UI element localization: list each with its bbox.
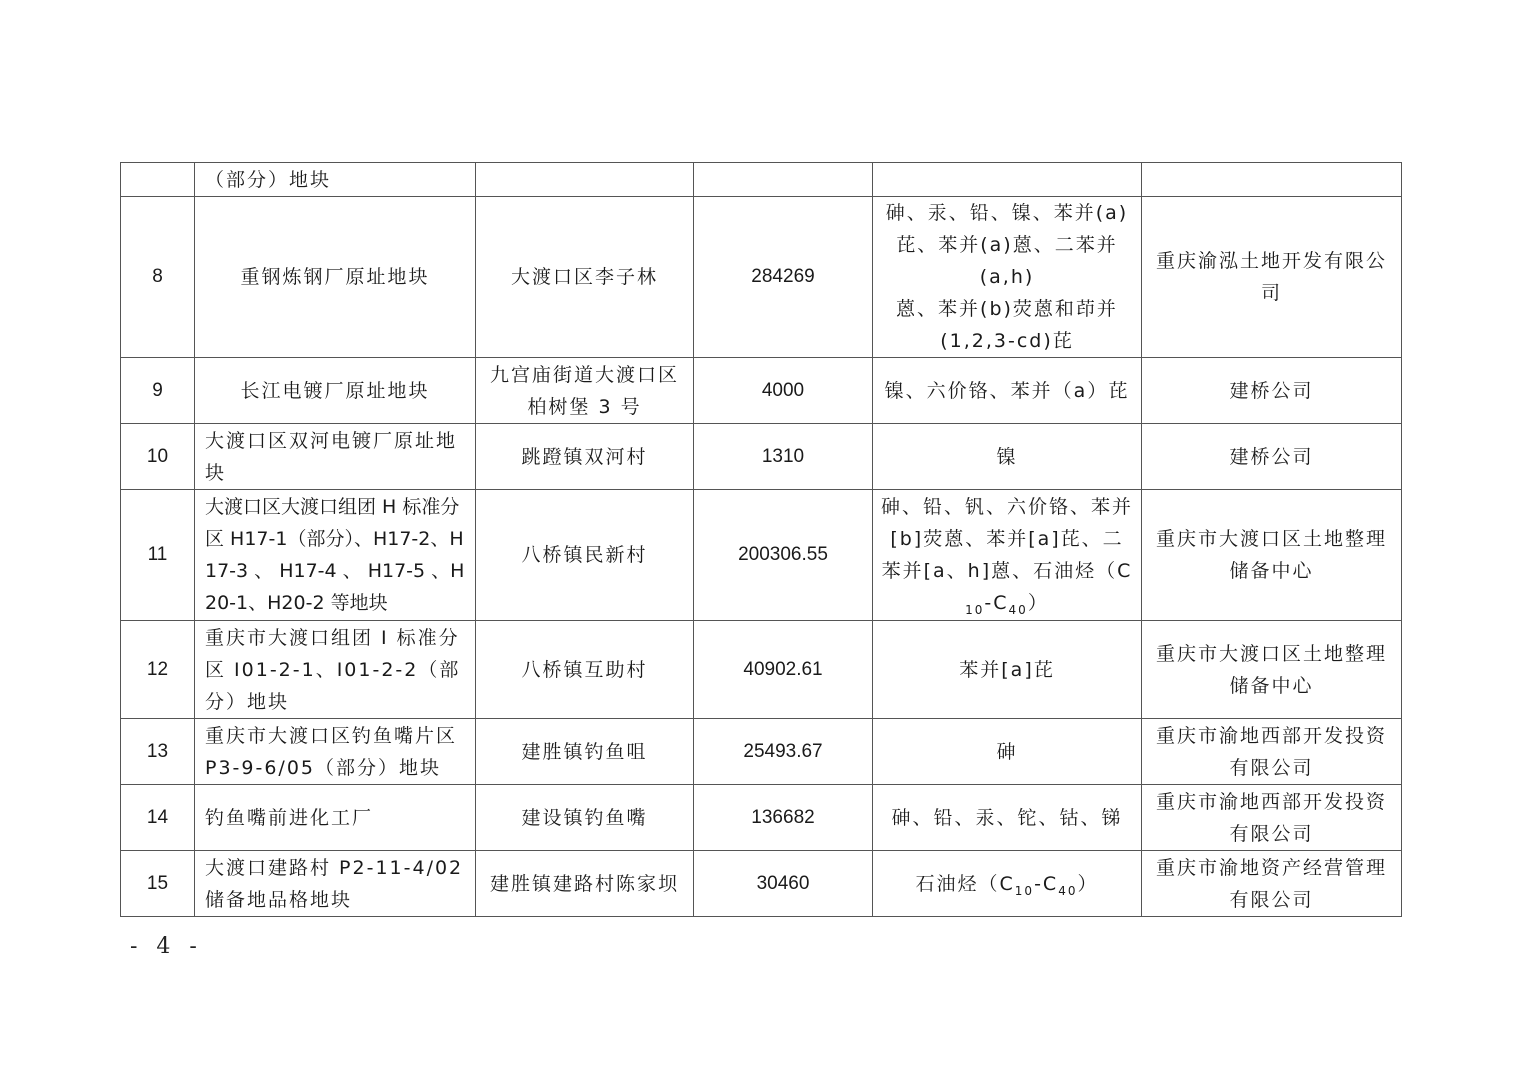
cell-owner: 重庆市渝地西部开发投资有限公司 — [1142, 719, 1402, 785]
cell-no: 15 — [121, 851, 195, 917]
cell-location: 大渡口区李子林 — [476, 197, 694, 358]
subscript: 10 — [1014, 883, 1035, 898]
cell-site-name: 重钢炼钢厂原址地块 — [195, 197, 476, 358]
cell-no: 8 — [121, 197, 195, 358]
cell-pollutants — [873, 851, 1142, 917]
cell-area: 1310 — [694, 424, 873, 490]
cell-owner: 重庆渝泓土地开发有限公司 — [1142, 197, 1402, 358]
subscript: 40 — [1008, 602, 1028, 617]
cell-location — [476, 163, 694, 197]
cell-area: 25493.67 — [694, 719, 873, 785]
pollutant-text: 砷、铅、钒、六价铬、苯并[b]荧蒽、苯并[a]芘、二苯并[a、h]蒽、石油烃 — [881, 496, 1134, 582]
cell-location: 建设镇钓鱼嘴 — [476, 785, 694, 851]
cell-location: 建胜镇建路村陈家坝 — [476, 851, 694, 917]
cell-pollutants — [873, 163, 1142, 197]
pollutant-close: ） — [1077, 872, 1099, 895]
pollutant-open: 石油烃（C — [915, 872, 1015, 895]
cell-area — [694, 163, 873, 197]
cell-location: 八桥镇民新村 — [476, 490, 694, 621]
pollutant-line: 砷、汞、铅、镍、苯并(a) — [885, 202, 1129, 224]
pollutant-mid: -C — [984, 592, 1009, 614]
subscript: 40 — [1058, 883, 1078, 898]
cell-pollutants: 苯并[a]芘 — [873, 621, 1142, 719]
subscript: 10 — [965, 602, 985, 617]
cell-no: 9 — [121, 358, 195, 424]
cell-owner: 重庆市大渡口区土地整理储备中心 — [1142, 490, 1402, 621]
cell-owner: 重庆市渝地西部开发投资有限公司 — [1142, 785, 1402, 851]
cell-area: 30460 — [694, 851, 873, 917]
pollutant-open: （C — [1096, 560, 1133, 582]
cell-location: 跳蹬镇双河村 — [476, 424, 694, 490]
table-row — [121, 719, 1402, 785]
cell-no: 10 — [121, 424, 195, 490]
cell-site-name: 长江电镀厂原址地块 — [195, 358, 476, 424]
cell-no: 14 — [121, 785, 195, 851]
table-row — [121, 621, 1402, 719]
cell-site-name: 大渡口区双河电镀厂原址地块 — [195, 424, 476, 490]
cell-area: 4000 — [694, 358, 873, 424]
cell-pollutants: 镍 — [873, 424, 1142, 490]
cell-pollutants: 砷 — [873, 719, 1142, 785]
table-row — [121, 424, 1402, 490]
table-row — [121, 785, 1402, 851]
cell-site-name: 重庆市大渡口组团 I 标准分区 I01-2-1、I01-2-2（部分）地块 — [195, 621, 476, 719]
cell-owner: 重庆市大渡口区土地整理储备中心 — [1142, 621, 1402, 719]
cell-owner: 建桥公司 — [1142, 424, 1402, 490]
table-row — [121, 197, 1402, 358]
cell-owner: 建桥公司 — [1142, 358, 1402, 424]
cell-pollutants: 砷、铅、汞、铊、钴、锑 — [873, 785, 1142, 851]
cell-site-name: 大渡口区大渡口组团 H 标准分区 H17-1（部分）、H17-2、H17-3 、 H17-4 、 H17-5 、H20-1、H20-2 等地块 — [195, 490, 476, 621]
cell-location: 建胜镇钓鱼咀 — [476, 719, 694, 785]
cell-site-name: 重庆市大渡口区钓鱼嘴片区 P3-9-6/05（部分）地块 — [195, 719, 476, 785]
cell-owner: 重庆市渝地资产经营管理有限公司 — [1142, 851, 1402, 917]
cell-pollutants — [873, 197, 1142, 358]
cell-site-name: 大渡口建路村 P2-11-4/02 储备地品格地块 — [195, 851, 476, 917]
cell-no: 12 — [121, 621, 195, 719]
pollutant-line: 蒽、苯并(b)荧蒽和茚并 — [896, 298, 1118, 320]
cell-no — [121, 163, 195, 197]
table-row — [121, 163, 1402, 197]
cell-site-name: 钓鱼嘴前进化工厂 — [195, 785, 476, 851]
table-row — [121, 358, 1402, 424]
pollutant-mid: -C — [1034, 872, 1059, 895]
cell-pollutants: 镍、六价铬、苯并（a）芘 — [873, 358, 1142, 424]
page-number: - 4 - — [130, 934, 203, 959]
cell-location: 九宫庙街道大渡口区柏树堡 3 号 — [476, 358, 694, 424]
pollution-site-table — [120, 162, 1402, 917]
pollutant-line: 芘、苯并(a)蒽、二苯并(a,h) — [896, 234, 1118, 288]
cell-site-name: （部分）地块 — [195, 163, 476, 197]
pollutant-close: ） — [1027, 592, 1049, 614]
cell-area: 40902.61 — [694, 621, 873, 719]
cell-owner — [1142, 163, 1402, 197]
table-row — [121, 490, 1402, 621]
cell-pollutants — [873, 490, 1142, 621]
cell-no: 13 — [121, 719, 195, 785]
cell-area: 200306.55 — [694, 490, 873, 621]
pollutant-line: (1,2,3-cd)芘 — [940, 330, 1074, 352]
table-row — [121, 851, 1402, 917]
cell-location: 八桥镇互助村 — [476, 621, 694, 719]
cell-area: 136682 — [694, 785, 873, 851]
cell-area: 284269 — [694, 197, 873, 358]
cell-no: 11 — [121, 490, 195, 621]
